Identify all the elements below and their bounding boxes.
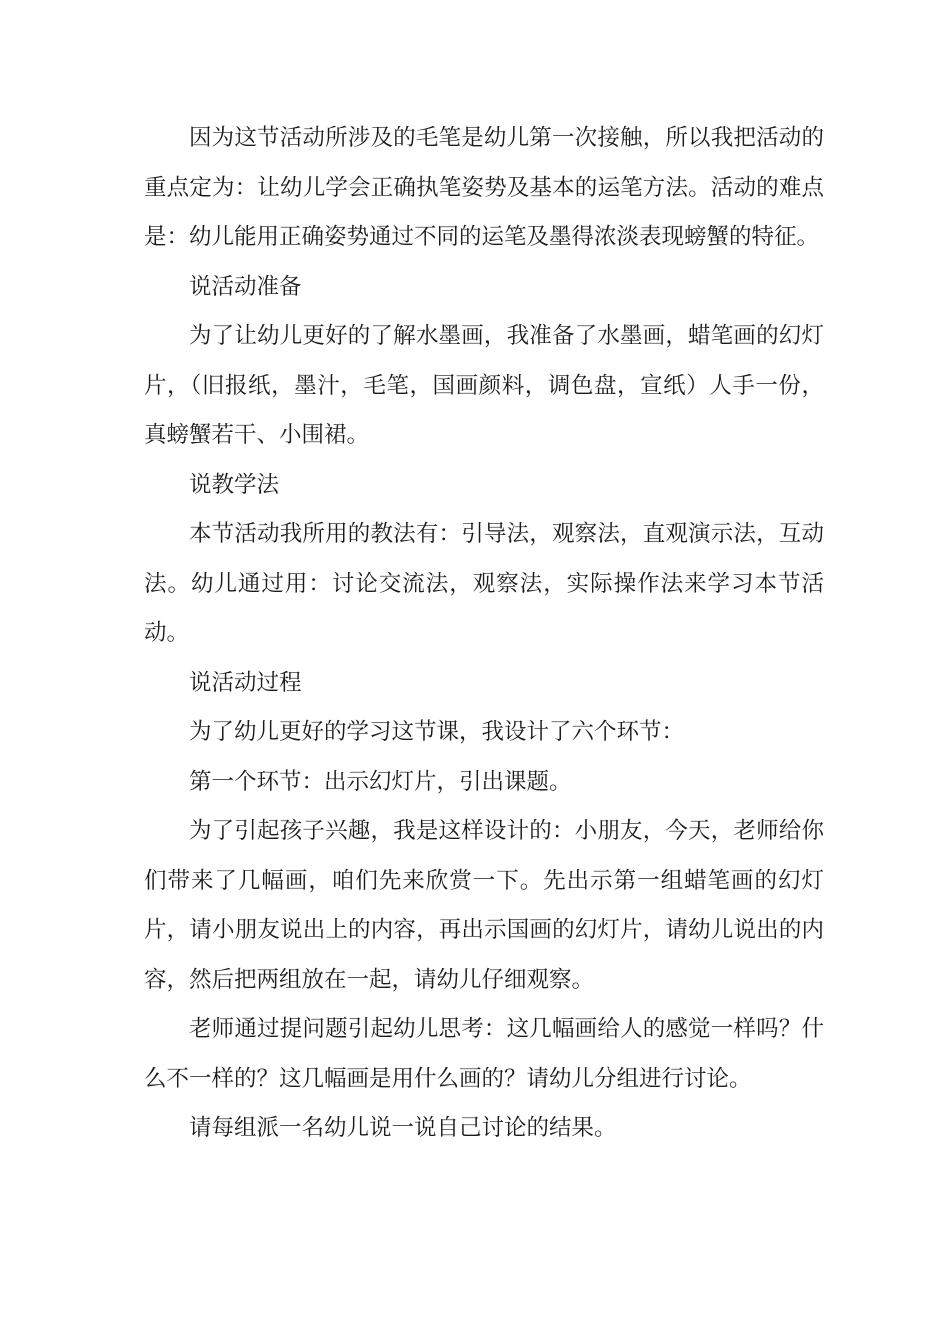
heading-activity-process: 说活动过程 <box>189 669 302 696</box>
paragraph-step-one: 第一个环节：出示幻灯片，引出课题。 <box>189 768 572 795</box>
paragraph-preparation: 为了让幼儿更好的了解水墨画，我准备了水墨画，蜡笔画的幻灯片，（旧报纸，墨汁，毛笔，国画颜料，调色盘，宣纸）人手一份，真螃蟹若干、小围裙。 <box>144 323 824 448</box>
paragraph-methods: 本节活动我所用的教法有：引导法，观察法，直观演示法，互动法。幼儿通过用：讨论交流法，观察法，实际操作法来学习本节活动。 <box>144 521 824 646</box>
paragraph-process-intro: 为了幼儿更好的学习这节课，我设计了六个环节： <box>189 719 685 745</box>
heading-teaching-methods: 说教学法 <box>189 471 280 498</box>
heading-activity-preparation: 说活动准备 <box>189 273 302 300</box>
paragraph-group-report: 请每组派一名幼儿说一说自己讨论的结果。 <box>189 1115 617 1141</box>
document-body <box>144 114 824 1154</box>
paragraph-step-one-design: 为了引起孩子兴趣，我是这样设计的：小朋友，今天，老师给你们带来了几幅画，咱们先来欣赏一下。先出示第一组蜡笔画的幻灯片，请小朋友说出上的内容，再出示国画的幻灯片，请幼儿说出的内容，然后把两组放在一起，请幼儿仔细观察。 <box>144 818 824 993</box>
paragraph-teacher-questions: 老师通过提问题引起幼儿思考：这几幅画给人的感觉一样吗？什么不一样的？这几幅画是用什么画的？请幼儿分组进行讨论。 <box>144 1016 824 1092</box>
paragraph-key-points: 因为这节活动所涉及的毛笔是幼儿第一次接触，所以我把活动的重点定为：让幼儿学会正确执笔姿势及基本的运笔方法。活动的难点是：幼儿能用正确姿势通过不同的运笔及墨得浓淡表现螃蟹的特征。 <box>144 125 824 250</box>
